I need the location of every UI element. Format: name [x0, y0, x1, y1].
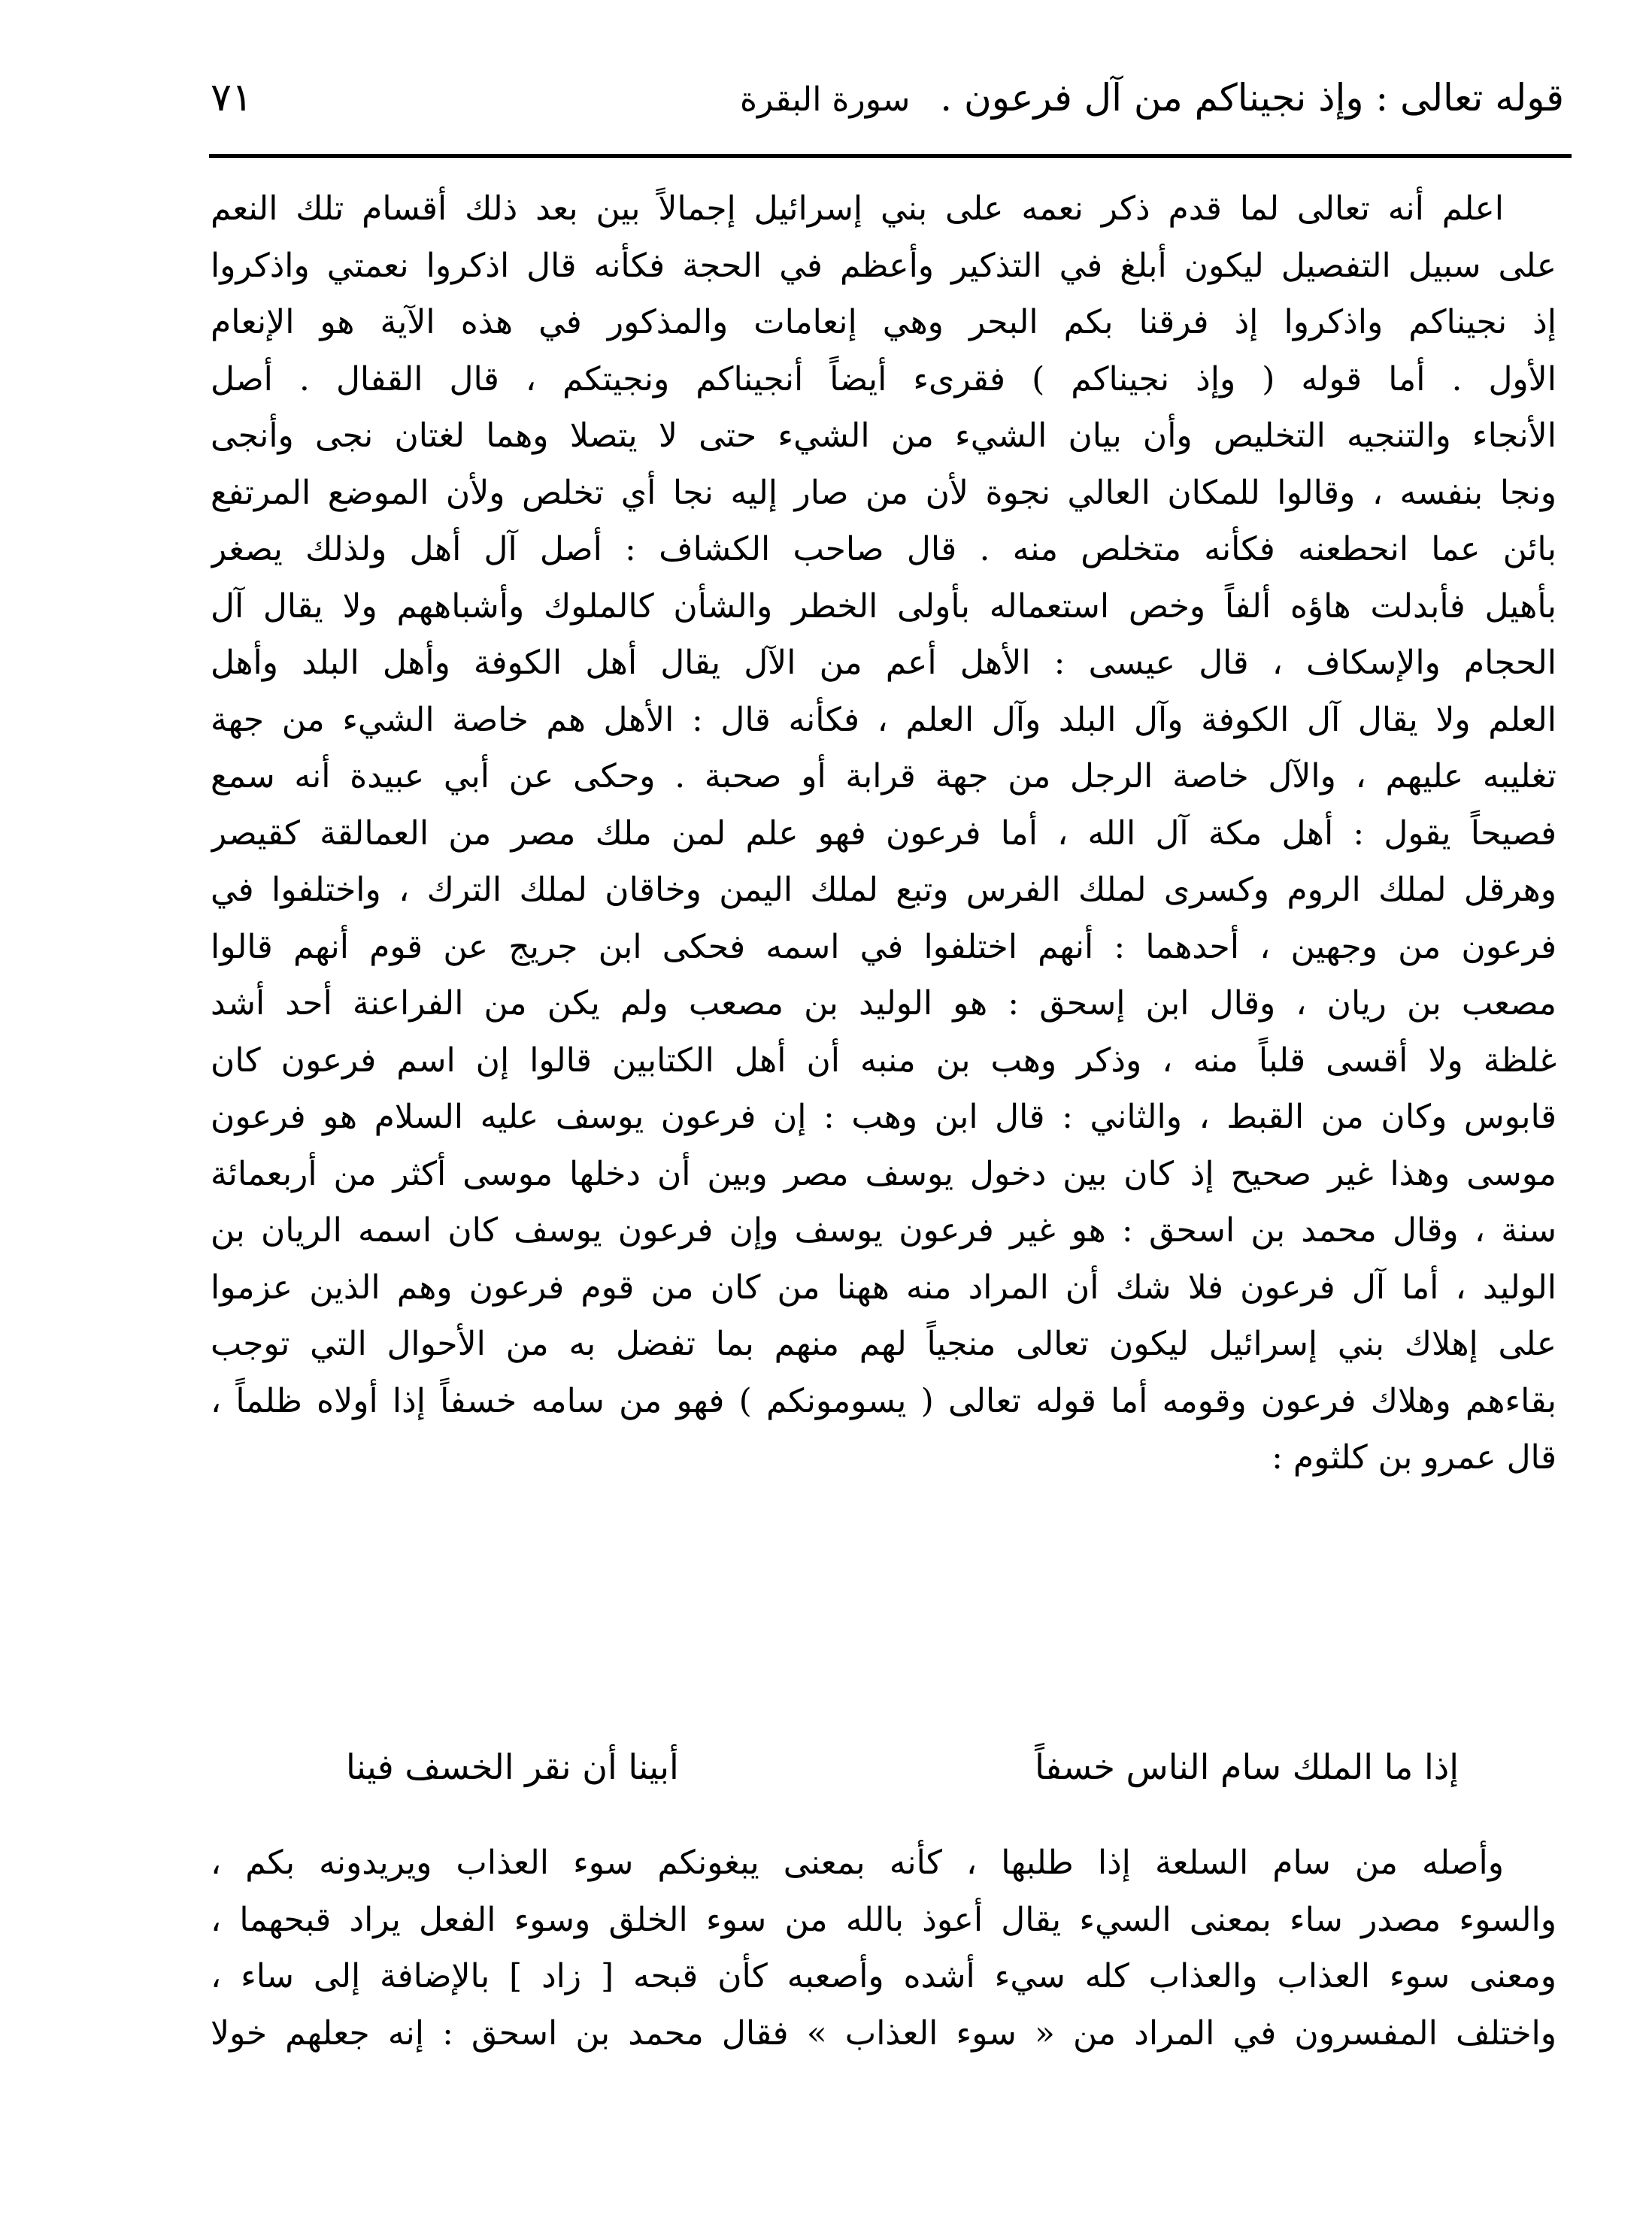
header-surah-name: سورة البقرة [739, 80, 911, 119]
text-line: وهرقل لملك الروم وكسرى لملك الفرس وتبع لملك اليمن وخاقان لملك الترك ، واختلفوا في [211, 871, 1557, 909]
text-line: والسوء مصدر ساء بمعنى السيء يقال أعوذ بالله من سوء الخلق وسوء الفعل يراد قبحهما ، [211, 1900, 1557, 1939]
text-line: بأهيل فأبدلت هاؤه ألفاً وخص استعماله بأولى الخطر والشأن كالملوك وأشباههم ولا يقال آل [211, 586, 1557, 626]
text-line: الأنجاء والتنجيه التخليص وأن بيان الشيء من الشيء حتى لا يتصلا وهما لغتان نجى وأنجى [211, 417, 1557, 455]
text-line: على سبيل التفصيل ليكون أبلغ في التذكير وأعظم في الحجة فكأنه قال اذكروا نعمتي واذكروا [211, 246, 1557, 285]
text-line: سنة ، وقال محمد بن اسحق : هو غير فرعون يوسف وإن فرعون يوسف كان اسمه الريان بن [211, 1211, 1557, 1250]
text-line: وأصله من سام السلعة إذا طلبها ، كأنه بمعنى يبغونكم سوء العذاب ويريدونه بكم ، [211, 1844, 1504, 1882]
text-line: إذ نجيناكم واذكروا إذ فرقنا بكم البحر وهي إنعامات والمذكور في هذه الآية هو الإنعام [211, 303, 1557, 341]
text-line: ومعنى سوء العذاب والعذاب كله سيء أشده وأصعبه كأن قبحه [ زاد ] بالإضافة إلى ساء ، [211, 1957, 1557, 1995]
text-line: بقاءهم وهلاك فرعون وقومه أما قوله تعالى ( يسومونكم ) فهو من سامه خسفاً إذا أولاه ظلماً ، [211, 1381, 1557, 1420]
text-line: الحجام والإسكاف ، قال عيسى : الأهل أعم من الآل يقال أهل الكوفة وأهل البلد وأهل [211, 644, 1557, 682]
text-line: فرعون من وجهين ، أحدهما : أنهم اختلفوا في اسمه فحكى ابن جريج عن قوم أنهم قالوا [211, 927, 1557, 966]
continuation-text-block [211, 1835, 1557, 2062]
page-number: ٧١ [211, 75, 253, 120]
poetry-verse [211, 1733, 1557, 1801]
text-line: الوليد ، أما آل فرعون فلا شك أن المراد منه ههنا من كان من قوم فرعون وهم الذين عزموا [211, 1268, 1557, 1307]
verse-first-hemistich: إذا ما الملك سام الناس خسفاً [1035, 1747, 1459, 1787]
text-line: على إهلاك بني إسرائيل ليكون تعالى منجياً لهم منهم بما تفضل به من الأحوال التي توجب [211, 1325, 1557, 1363]
header-verse-title: قوله تعالى : وإذ نجيناكم من آل فرعون . [940, 76, 1564, 120]
text-line: موسى وهذا غير صحيح إذ كان بين دخول يوسف مصر وبين أن دخلها موسى أكثر من أربعمائة [211, 1154, 1557, 1193]
text-line: غلظة ولا أقسى قلباً منه ، وذكر وهب بن منبه أن أهل الكتابين قالوا إن اسم فرعون كان [211, 1041, 1557, 1080]
text-line: العلم ولا يقال آل الكوفة وآل البلد وآل العلم ، فكأنه قال : الأهل هم خاصة الشيء من جهة [211, 700, 1557, 739]
text-line: تغليبه عليهم ، والآل خاصة الرجل من جهة قرابة أو صحبة . وحكى عن أبي عبيدة أنه سمع [211, 757, 1557, 795]
text-line: قابوس وكان من القبط ، والثاني : قال ابن وهب : إن فرعون يوسف عليه السلام هو فرعون [211, 1098, 1557, 1136]
text-line: واختلف المفسرون في المراد من « سوء العذاب » فقال محمد بن اسحق : إنه جعلهم خولا [211, 2013, 1557, 2053]
page-header [211, 60, 1564, 135]
text-line: قال عمرو بن كلثوم : [1272, 1438, 1557, 1477]
text-line: مصعب بن ريان ، وقال ابن إسحق : هو الوليد بن مصعب ولم يكن من الفراعنة أحد أشد [211, 984, 1557, 1023]
text-line: بائن عما انحطعنه فكأنه متخلص منه . قال صاحب الكشاف : أصل آل أهل ولذلك يصغر [211, 530, 1557, 568]
header-rule [209, 154, 1572, 158]
main-text-block [211, 180, 1557, 1486]
text-line: اعلم أنه تعالى لما قدم ذكر نعمه على بني إسرائيل إجمالاً بين بعد ذلك أقسام تلك النعم [211, 189, 1504, 228]
text-line: فصيحاً يقول : أهل مكة آل الله ، أما فرعون فهو علم لمن ملك مصر من العمالقة كقيصر [211, 814, 1557, 853]
text-line: الأول . أما قوله ( وإذ نجيناكم ) فقرىء أيضاً أنجيناكم ونجيتكم ، قال القفال . أصل [211, 359, 1557, 398]
header-title-line [740, 60, 1564, 138]
text-line: ونجا بنفسه ، وقالوا للمكان العالي نجوة لأن من صار إليه نجا أي تخلص ولأن الموضع المرتفع [211, 473, 1557, 512]
verse-second-hemistich: أبينا أن نقر الخسف فينا [346, 1747, 679, 1787]
